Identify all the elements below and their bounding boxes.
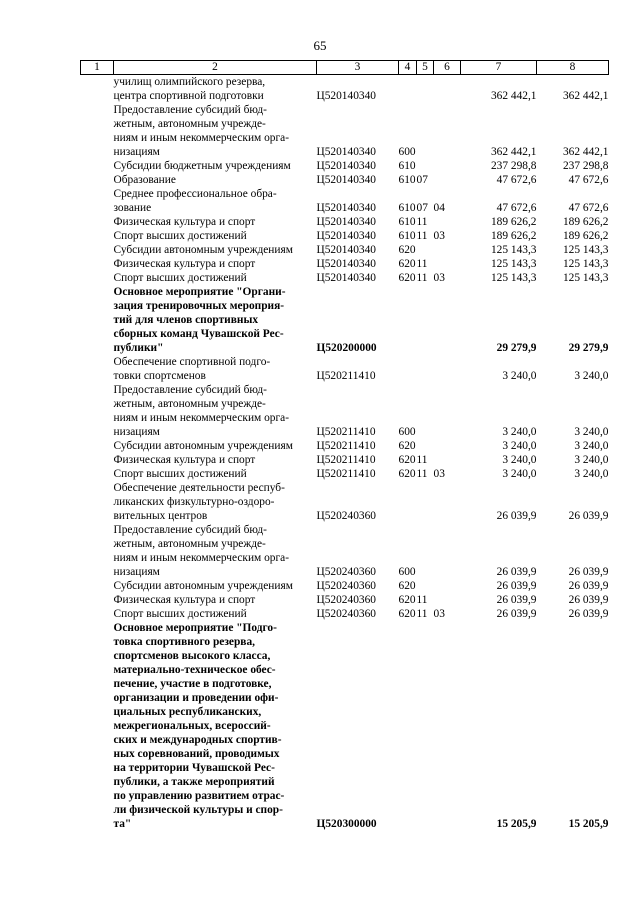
row-expense-type: 610 [398, 230, 416, 242]
row-subsection [434, 579, 461, 593]
row-code: Ц520240360 [316, 510, 376, 522]
empty-cell [81, 229, 114, 243]
row-subsection [434, 243, 461, 257]
row-expense-type: 600 [398, 426, 416, 438]
column-header-4: 4 [399, 61, 417, 75]
row-amount-col7: 237 298,8 [490, 160, 537, 172]
row-code: Ц520140340 [316, 160, 376, 172]
row-section [417, 383, 434, 439]
row-amount-col7: 3 240,0 [502, 440, 537, 452]
row-expense-type: 620 [398, 594, 416, 606]
row-amount-col7: 26 039,9 [496, 608, 537, 620]
row-amount-col8: 362 442,1 [562, 146, 609, 158]
row-section: 11 [416, 608, 428, 620]
row-expense-type: 600 [398, 566, 416, 578]
table-row [81, 187, 609, 215]
column-number-header [81, 61, 609, 75]
column-header-1: 1 [81, 61, 114, 75]
empty-cell [81, 215, 114, 229]
row-name: Предоставление субсидий бюд- жетным, автономным учрежде- ниям и иным некоммерческим орга- низациям [113, 104, 290, 158]
budget-table [80, 60, 609, 831]
row-name: Обеспечение спортивной подго- товки спортсменов [113, 356, 271, 382]
empty-cell [81, 579, 114, 593]
row-amount-col7: 47 672,6 [496, 202, 537, 214]
row-subsection [434, 75, 461, 104]
row-amount-col8: 3 240,0 [574, 370, 609, 382]
table-row [81, 243, 609, 257]
row-code: Ц520211410 [316, 426, 376, 438]
row-amount-col8: 189 626,2 [562, 216, 609, 228]
row-amount-col8: 125 143,3 [562, 244, 609, 256]
row-name: Физическая культура и спорт [113, 216, 256, 228]
row-subsection: 03 [433, 272, 445, 284]
empty-cell [81, 243, 114, 257]
table-row [81, 229, 609, 243]
row-section [417, 481, 434, 523]
row-code: Ц520140340 [316, 90, 376, 102]
row-amount-col7: 125 143,3 [490, 244, 537, 256]
row-expense-type: 620 [398, 244, 416, 256]
row-subsection [434, 593, 461, 607]
row-section [417, 243, 434, 257]
row-expense-type: 620 [398, 468, 416, 480]
row-expense-type: 620 [398, 272, 416, 284]
row-code: Ц520240360 [316, 580, 376, 592]
row-expense-type: 620 [398, 454, 416, 466]
row-amount-col7: 3 240,0 [502, 468, 537, 480]
table-row [81, 481, 609, 523]
row-expense-type: 620 [398, 580, 416, 592]
row-subsection [434, 173, 461, 187]
row-expense-type: 600 [398, 146, 416, 158]
empty-cell [81, 383, 114, 439]
empty-cell [81, 159, 114, 173]
row-name: училищ олимпийского резерва, центра спортивной подготовки [113, 76, 266, 102]
table-row [81, 271, 609, 285]
row-subsection [434, 103, 461, 159]
row-amount-col8: 3 240,0 [574, 440, 609, 452]
row-amount-col8: 47 672,6 [568, 202, 609, 214]
row-section: 07 [416, 202, 428, 214]
row-section [417, 159, 434, 173]
row-section [417, 355, 434, 383]
row-amount-col7: 362 442,1 [490, 146, 537, 158]
row-section: 11 [416, 230, 428, 242]
row-expense-type: 610 [398, 216, 416, 228]
row-name: Обеспечение деятельности респуб- ликанских физкультурно-оздоро- вительных центров [113, 482, 285, 522]
row-section [417, 285, 434, 355]
row-code: Ц520211410 [316, 468, 376, 480]
row-amount-col8: 3 240,0 [574, 468, 609, 480]
row-code: Ц520240360 [316, 608, 376, 620]
row-code: Ц520240360 [316, 566, 376, 578]
row-section [417, 75, 434, 104]
empty-cell [81, 523, 114, 579]
table-body [81, 75, 609, 832]
row-amount-col7: 29 279,9 [496, 342, 537, 354]
row-amount-col8: 189 626,2 [562, 230, 609, 242]
row-section [417, 103, 434, 159]
row-amount-col8: 26 039,9 [568, 580, 609, 592]
row-amount-col7: 26 039,9 [496, 594, 537, 606]
row-name: Основное мероприятие "Органи- зация тренировочных мероприя- тий для членов спортивных сборных команд Чувашской Рес- публики" [113, 286, 286, 354]
column-header-7: 7 [461, 61, 537, 75]
row-expense-type [399, 285, 417, 355]
table-row [81, 355, 609, 383]
row-expense-type [399, 355, 417, 383]
empty-cell [81, 439, 114, 453]
row-amount-col8: 3 240,0 [574, 454, 609, 466]
row-section [417, 439, 434, 453]
row-code: Ц520140340 [316, 146, 376, 158]
table-row [81, 257, 609, 271]
row-amount-col8: 26 039,9 [568, 608, 609, 620]
row-expense-type: 620 [398, 608, 416, 620]
table-row [81, 439, 609, 453]
row-subsection [434, 285, 461, 355]
table-row [81, 593, 609, 607]
row-amount-col7: 3 240,0 [502, 370, 537, 382]
row-code: Ц520211410 [316, 454, 376, 466]
table-row [81, 607, 609, 621]
row-section: 11 [416, 216, 428, 228]
row-expense-type: 610 [398, 174, 416, 186]
row-amount-col7: 47 672,6 [496, 174, 537, 186]
row-name: Спорт высших достижений [113, 468, 247, 480]
row-subsection [434, 453, 461, 467]
row-name: Основное мероприятие "Подго- товка спортивного резерва, спортсменов высокого класса, материально-техническое обес- печение, участие в подготовке, организации и проведении офи- циальных республиканских, межрегиональных, всероссий- ских и международных спортив- ных соревнований, проводимых на территории Чувашской Рес- публики, а также мероприятий по управлению развитием отрас- ли физической культуры и спор- та" [113, 622, 285, 830]
row-amount-col7: 3 240,0 [502, 426, 537, 438]
row-amount-col7: 189 626,2 [490, 216, 537, 228]
table-row [81, 467, 609, 481]
empty-cell [81, 103, 114, 159]
empty-cell [81, 75, 114, 104]
row-name: Образование [113, 174, 176, 186]
row-code: Ц520140340 [316, 174, 376, 186]
table-row [81, 621, 609, 831]
row-amount-col8: 47 672,6 [568, 174, 609, 186]
row-section: 11 [416, 258, 428, 270]
row-subsection: 03 [433, 230, 445, 242]
row-amount-col8: 26 039,9 [568, 510, 609, 522]
row-section: 11 [416, 594, 428, 606]
row-amount-col7: 362 442,1 [490, 90, 537, 102]
row-amount-col7: 26 039,9 [496, 566, 537, 578]
table-row [81, 579, 609, 593]
row-name: Предоставление субсидий бюд- жетным, автономным учрежде- ниям и иным некоммерческим орга- низациям [113, 524, 290, 578]
row-amount-col7: 26 039,9 [496, 510, 537, 522]
empty-cell [81, 481, 114, 523]
row-code: Ц520300000 [316, 818, 377, 830]
row-expense-type [399, 75, 417, 104]
row-section: 11 [416, 454, 428, 466]
row-code: Ц520140340 [316, 216, 376, 228]
column-header-5: 5 [417, 61, 434, 75]
table-row [81, 159, 609, 173]
row-amount-col7: 125 143,3 [490, 272, 537, 284]
row-code: Ц520140340 [316, 202, 376, 214]
row-code: Ц520140340 [316, 272, 376, 284]
table-row [81, 453, 609, 467]
row-amount-col7: 125 143,3 [490, 258, 537, 270]
row-amount-col8: 362 442,1 [562, 90, 609, 102]
row-section [417, 579, 434, 593]
row-subsection [434, 481, 461, 523]
row-code: Ц520211410 [316, 440, 376, 452]
row-name: Предоставление субсидий бюд- жетным, автономным учрежде- ниям и иным некоммерческим орга- низациям [113, 384, 290, 438]
column-header-6: 6 [434, 61, 461, 75]
row-subsection [434, 159, 461, 173]
empty-cell [81, 607, 114, 621]
row-amount-col8: 15 205,9 [568, 818, 609, 830]
row-name: Субсидии автономным учреждениям [113, 440, 293, 452]
column-header-8: 8 [537, 61, 609, 75]
row-name: Субсидии автономным учреждениям [113, 244, 293, 256]
empty-cell [81, 187, 114, 215]
row-code: Ц520140340 [316, 244, 376, 256]
empty-cell [81, 453, 114, 467]
row-subsection [434, 383, 461, 439]
row-code: Ц520200000 [316, 342, 377, 354]
empty-cell [81, 621, 114, 831]
row-amount-col8: 26 039,9 [568, 566, 609, 578]
empty-cell [81, 285, 114, 355]
row-subsection [434, 439, 461, 453]
row-expense-type: 620 [398, 440, 416, 452]
row-name: Спорт высших достижений [113, 272, 247, 284]
row-amount-col8: 3 240,0 [574, 426, 609, 438]
row-name: Субсидии автономным учреждениям [113, 580, 293, 592]
row-section: 07 [416, 174, 428, 186]
column-header-2: 2 [114, 61, 317, 75]
empty-cell [81, 271, 114, 285]
row-name: Физическая культура и спорт [113, 258, 256, 270]
row-expense-type [399, 621, 417, 831]
empty-cell [81, 593, 114, 607]
row-expense-type: 610 [398, 160, 416, 172]
empty-cell [81, 355, 114, 383]
row-subsection [434, 257, 461, 271]
row-section [417, 621, 434, 831]
row-name: Субсидии бюджетным учреждениям [113, 160, 291, 172]
empty-cell [81, 467, 114, 481]
row-amount-col7: 26 039,9 [496, 580, 537, 592]
row-subsection [434, 621, 461, 831]
row-section: 11 [416, 468, 428, 480]
row-expense-type: 620 [398, 258, 416, 270]
row-section: 11 [416, 272, 428, 284]
row-code: Ц520140340 [316, 258, 376, 270]
row-amount-col8: 29 279,9 [568, 342, 609, 354]
row-code: Ц520140340 [316, 230, 376, 242]
row-amount-col8: 125 143,3 [562, 272, 609, 284]
row-subsection: 03 [433, 468, 445, 480]
row-subsection [434, 355, 461, 383]
row-name: Среднее профессиональное обра- зование [113, 188, 277, 214]
row-name: Физическая культура и спорт [113, 454, 256, 466]
column-header-3: 3 [317, 61, 399, 75]
row-amount-col7: 189 626,2 [490, 230, 537, 242]
table-row [81, 383, 609, 439]
row-expense-type: 610 [398, 202, 416, 214]
row-amount-col7: 3 240,0 [502, 454, 537, 466]
empty-cell [81, 257, 114, 271]
table-row [81, 523, 609, 579]
row-amount-col8: 26 039,9 [568, 594, 609, 606]
table-row [81, 75, 609, 104]
row-section [417, 523, 434, 579]
row-name: Физическая культура и спорт [113, 594, 256, 606]
page-number: 65 [313, 38, 327, 53]
row-subsection [434, 215, 461, 229]
row-subsection [434, 523, 461, 579]
table-row [81, 173, 609, 187]
row-name: Спорт высших достижений [113, 230, 247, 242]
empty-cell [81, 173, 114, 187]
row-name: Спорт высших достижений [113, 608, 247, 620]
table-row [81, 285, 609, 355]
row-code: Ц520240360 [316, 594, 376, 606]
row-subsection: 04 [433, 202, 445, 214]
row-amount-col8: 125 143,3 [562, 258, 609, 270]
table-row [81, 103, 609, 159]
row-expense-type [399, 481, 417, 523]
table-row [81, 215, 609, 229]
row-amount-col7: 15 205,9 [496, 818, 537, 830]
row-amount-col8: 237 298,8 [562, 160, 609, 172]
row-subsection: 03 [433, 608, 445, 620]
row-code: Ц520211410 [316, 370, 376, 382]
